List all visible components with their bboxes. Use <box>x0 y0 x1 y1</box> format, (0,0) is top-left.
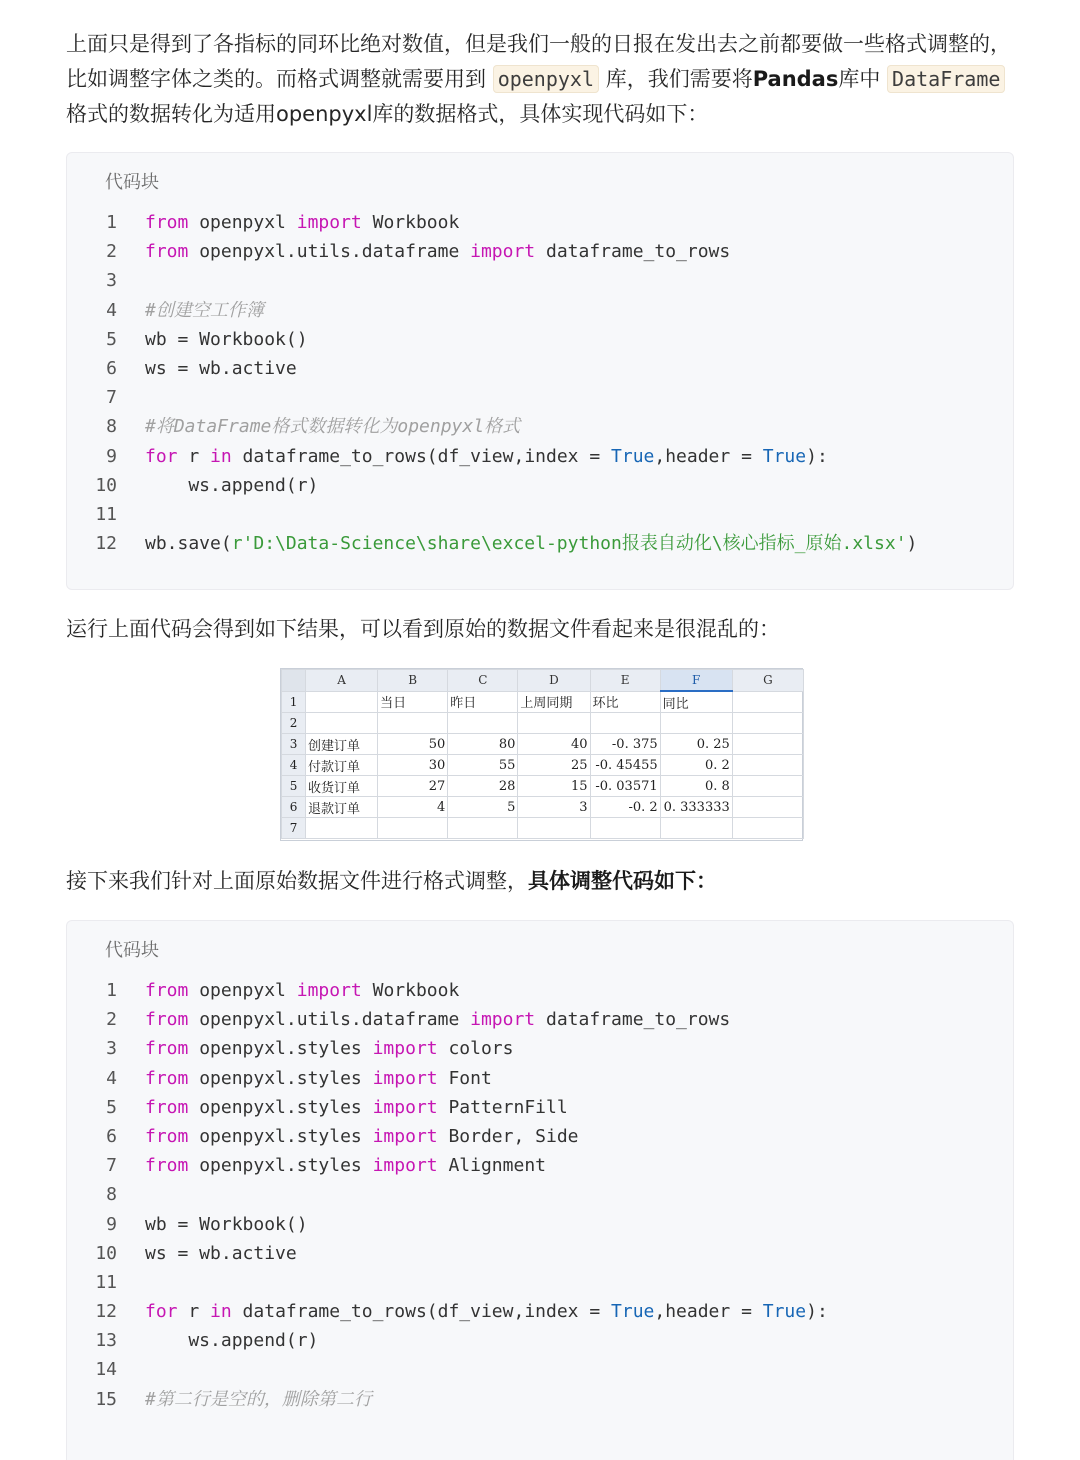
sheet-cell[interactable]: 同比 <box>660 691 732 713</box>
sheet-cell[interactable]: -0. 375 <box>590 734 660 755</box>
sheet-cell[interactable]: -0. 45455 <box>590 755 660 776</box>
sheet-cell[interactable] <box>732 818 803 839</box>
code-text: ws = wb.active <box>145 357 297 379</box>
sheet-cell[interactable]: 30 <box>378 755 448 776</box>
row-number[interactable]: 1 <box>282 691 306 713</box>
spreadsheet-table <box>281 669 804 839</box>
code-block-1-line <box>67 442 1013 471</box>
code-text: wb = Workbook() <box>145 1213 308 1235</box>
sheet-cell[interactable]: 付款订单 <box>306 755 378 776</box>
sheet-cell[interactable]: -0. 03571 <box>590 776 660 797</box>
line-number: 13 <box>95 1330 117 1352</box>
code-block-1-lines <box>67 208 1013 558</box>
line-number: 11 <box>95 1271 117 1293</box>
code-block-2-line <box>67 1034 1013 1063</box>
line-number: 3 <box>106 1038 117 1060</box>
line-number: 4 <box>106 1067 117 1089</box>
sheet-cell[interactable] <box>378 818 448 839</box>
sheet-cell[interactable]: 上周同期 <box>518 691 590 713</box>
sheet-cell[interactable]: 5 <box>448 797 518 818</box>
line-number: 7 <box>106 387 117 409</box>
code-block-1-line <box>67 208 1013 237</box>
sheet-cell[interactable] <box>732 713 803 734</box>
sheet-cell[interactable]: 25 <box>518 755 590 776</box>
column-header-g[interactable]: G <box>732 670 803 692</box>
sheet-row <box>282 691 804 713</box>
code-text: from openpyxl.styles import colors <box>145 1038 514 1060</box>
code-block-1-title: 代码块 <box>105 172 159 193</box>
code-text: ws.append(r) <box>145 474 319 496</box>
code-text: ws.append(r) <box>145 1330 319 1352</box>
sheet-cell[interactable]: 50 <box>378 734 448 755</box>
code-block-2-line <box>67 1355 1013 1384</box>
sheet-cell[interactable] <box>518 713 590 734</box>
column-header-f[interactable]: F <box>660 670 732 692</box>
code-block-1-line <box>67 237 1013 266</box>
line-number: 2 <box>106 241 117 263</box>
sheet-cell[interactable]: 环比 <box>590 691 660 713</box>
column-header-e[interactable]: E <box>590 670 660 692</box>
next-text: 接下来我们针对上面原始数据文件进行格式调整， <box>66 869 528 893</box>
sheet-cell[interactable] <box>590 818 660 839</box>
code-block-2-line <box>67 1064 1013 1093</box>
code-block-2-line <box>67 1326 1013 1355</box>
sheet-cell[interactable] <box>448 713 518 734</box>
code-block-1-line <box>67 354 1013 383</box>
inline-code-openpyxl: openpyxl <box>493 65 599 93</box>
line-number: 9 <box>106 445 117 467</box>
line-number: 8 <box>106 416 117 438</box>
code-block-2-line <box>67 1268 1013 1297</box>
intro-text-4: 格式的数据转化为适用openpyxl库的数据格式，具体实现代码如下： <box>66 102 709 126</box>
code-block-1-line <box>67 325 1013 354</box>
code-block-2-line <box>67 976 1013 1005</box>
code-block-1-line <box>67 266 1013 295</box>
row-number[interactable]: 4 <box>282 755 306 776</box>
sheet-cell[interactable]: 昨日 <box>448 691 518 713</box>
intro-text-1: 上面只是得到了各指标的同环比绝对数值，但是我们一般的日报在发出去之前都要做一些格式调整的，比如调整字体之类的。而格式调整就需要用到 <box>66 32 1011 91</box>
line-number: 15 <box>95 1388 117 1410</box>
sheet-row <box>282 755 804 776</box>
column-header-c[interactable]: C <box>448 670 518 692</box>
sheet-row <box>282 776 804 797</box>
sheet-cell[interactable] <box>732 776 803 797</box>
code-text: from openpyxl.utils.dataframe import dataframe_to_rows <box>145 241 731 263</box>
line-number: 1 <box>106 980 117 1001</box>
line-number: 9 <box>106 1213 117 1235</box>
sheet-cell[interactable] <box>518 818 590 839</box>
sheet-cell[interactable] <box>732 734 803 755</box>
sheet-cell[interactable]: 创建订单 <box>306 734 378 755</box>
inline-code-dataframe: DataFrame <box>887 65 1005 93</box>
code-block-1-line <box>67 471 1013 500</box>
sheet-cell[interactable]: 0. 25 <box>660 734 732 755</box>
sheet-row <box>282 713 804 734</box>
code-block-2-lines <box>67 976 1013 1414</box>
intro-text-3: 库中 <box>838 67 881 91</box>
code-text: #将DataFrame格式数据转化为openpyxl格式 <box>145 416 521 438</box>
sheet-cell[interactable]: -0. 2 <box>590 797 660 818</box>
code-text: from openpyxl.utils.dataframe import dataframe_to_rows <box>145 1009 731 1031</box>
code-text: wb = Workbook() <box>145 328 308 350</box>
line-number: 1 <box>106 212 117 233</box>
column-header-d[interactable]: D <box>518 670 590 692</box>
line-number: 5 <box>106 1096 117 1118</box>
code-block-2-title: 代码块 <box>105 940 159 961</box>
code-block-2-line <box>67 1297 1013 1326</box>
sheet-cell[interactable] <box>306 691 378 713</box>
sheet-cell[interactable]: 当日 <box>378 691 448 713</box>
sheet-cell[interactable]: 0. 2 <box>660 755 732 776</box>
sheet-cell[interactable]: 40 <box>518 734 590 755</box>
sheet-cell[interactable] <box>306 818 378 839</box>
code-block-2-line <box>67 1210 1013 1239</box>
column-header-a[interactable]: A <box>306 670 378 692</box>
line-number: 12 <box>95 533 117 555</box>
line-number: 10 <box>95 474 117 496</box>
code-text: for r in dataframe_to_rows(df_view,index = True,header = True): <box>145 445 828 467</box>
code-text: for r in dataframe_to_rows(df_view,index = True,header = True): <box>145 1301 828 1323</box>
sheet-cell[interactable] <box>306 713 378 734</box>
line-number: 6 <box>106 1125 117 1147</box>
sheet-cell[interactable] <box>378 713 448 734</box>
row-number[interactable]: 5 <box>282 776 306 797</box>
line-number: 3 <box>106 270 117 292</box>
intro-paragraph <box>66 27 1014 132</box>
row-number[interactable]: 6 <box>282 797 306 818</box>
line-number: 5 <box>106 328 117 350</box>
sheet-cell[interactable]: 退款订单 <box>306 797 378 818</box>
code-text: wb.save(r'D:\Data-Science\share\excel-python报表自动化\核心指标_原始.xlsx') <box>145 533 918 555</box>
sheet-cell[interactable]: 80 <box>448 734 518 755</box>
sheet-row <box>282 734 804 755</box>
code-block-1-line <box>67 383 1013 412</box>
sheet-cell[interactable] <box>732 691 803 713</box>
code-text: #第二行是空的，删除第二行 <box>145 1388 372 1410</box>
code-block-2-line <box>67 1239 1013 1268</box>
code-block-2 <box>66 920 1014 1460</box>
code-block-1-line <box>67 500 1013 529</box>
line-number: 6 <box>106 357 117 379</box>
sheet-cell[interactable]: 27 <box>378 776 448 797</box>
code-text: from openpyxl.styles import Alignment <box>145 1155 546 1177</box>
sheet-cell[interactable] <box>590 713 660 734</box>
spreadsheet-screenshot <box>280 668 803 841</box>
row-number[interactable]: 3 <box>282 734 306 755</box>
sheet-cell[interactable] <box>732 755 803 776</box>
line-number: 8 <box>106 1184 117 1206</box>
row-number[interactable]: 7 <box>282 818 306 839</box>
sheet-row <box>282 797 804 818</box>
code-block-1-line <box>67 296 1013 325</box>
sheet-cell[interactable] <box>732 797 803 818</box>
line-number: 14 <box>95 1359 117 1381</box>
code-block-2-line <box>67 1385 1013 1414</box>
code-text: from openpyxl.styles import Border, Side <box>145 1125 579 1147</box>
line-number: 10 <box>95 1242 117 1264</box>
result-paragraph: 运行上面代码会得到如下结果，可以看到原始的数据文件看起来是很混乱的： <box>66 617 780 641</box>
intro-bold-pandas: Pandas <box>752 67 839 91</box>
code-text: #创建空工作簿 <box>145 299 264 321</box>
code-block-2-line <box>67 1093 1013 1122</box>
sheet-corner[interactable] <box>282 670 306 692</box>
code-block-1 <box>66 152 1014 590</box>
sheet-cell[interactable] <box>448 818 518 839</box>
code-block-2-line <box>67 1005 1013 1034</box>
code-text: ws = wb.active <box>145 1242 297 1264</box>
code-text: from openpyxl.styles import PatternFill <box>145 1096 568 1118</box>
line-number: 11 <box>95 503 117 525</box>
line-number: 4 <box>106 299 117 321</box>
sheet-cell[interactable]: 15 <box>518 776 590 797</box>
sheet-cell[interactable]: 55 <box>448 755 518 776</box>
code-block-1-line <box>67 529 1013 558</box>
line-number: 2 <box>106 1009 117 1031</box>
column-header-b[interactable]: B <box>378 670 448 692</box>
code-block-2-line <box>67 1122 1013 1151</box>
code-text: from openpyxl import Workbook <box>145 212 460 233</box>
sheet-cell[interactable]: 4 <box>378 797 448 818</box>
code-block-1-line <box>67 412 1013 441</box>
sheet-cell[interactable] <box>660 818 732 839</box>
sheet-cell[interactable]: 0. 8 <box>660 776 732 797</box>
code-text: from openpyxl import Workbook <box>145 980 460 1001</box>
code-text: from openpyxl.styles import Font <box>145 1067 492 1089</box>
code-block-2-line <box>67 1151 1013 1180</box>
line-number: 12 <box>95 1301 117 1323</box>
sheet-cell[interactable]: 收货订单 <box>306 776 378 797</box>
sheet-cell[interactable]: 0. 333333 <box>660 797 732 818</box>
row-number[interactable]: 2 <box>282 713 306 734</box>
code-block-2-line <box>67 1180 1013 1209</box>
sheet-cell[interactable]: 3 <box>518 797 590 818</box>
sheet-cell[interactable] <box>660 713 732 734</box>
line-number: 7 <box>106 1155 117 1177</box>
sheet-row <box>282 818 804 839</box>
sheet-cell[interactable]: 28 <box>448 776 518 797</box>
next-bold-text: 具体调整代码如下： <box>528 869 717 893</box>
intro-text-2: 库，我们需要将 <box>605 67 753 91</box>
next-paragraph <box>66 864 1014 899</box>
